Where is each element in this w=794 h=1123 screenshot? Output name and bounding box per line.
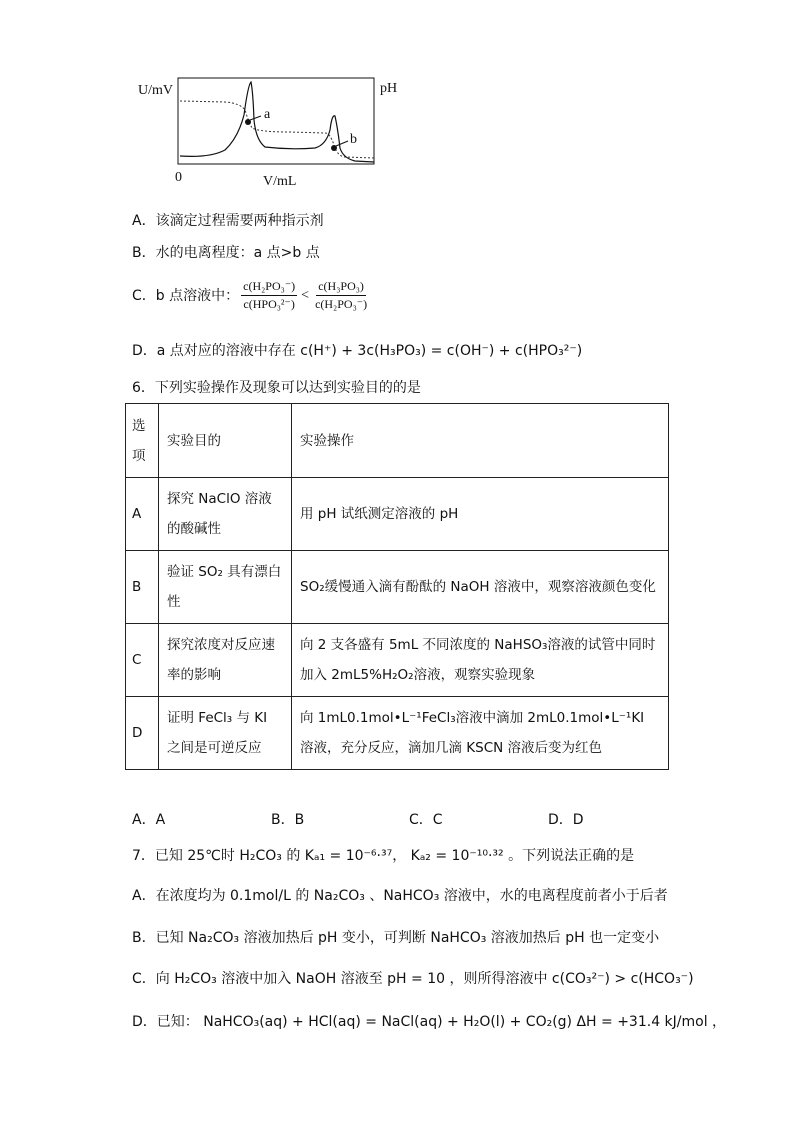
comparison-operator: <	[301, 287, 310, 303]
header-operation: 实验操作	[292, 404, 669, 478]
fraction-1	[241, 279, 297, 312]
point-a-leader	[250, 116, 261, 120]
q7-option-d: D．已知： NaHCO₃(aq) + HCl(aq) = NaCl(aq) + H₂O(l) + CO₂(g) ΔH = +31.4 kJ/mol ，	[132, 1014, 727, 1030]
q5-option-b: B．水的电离程度：a 点>b 点	[132, 245, 320, 261]
row-operation: 用 pH 试纸测定溶液的 pH	[292, 478, 669, 551]
q7-stem: 7．已知 25℃时 H₂CO₃ 的 Kₐ₁ = 10⁻⁶·³⁷， Kₐ₂ = 10⁻¹⁰·³² 。下列说法正确的是	[132, 848, 635, 864]
q6-stem: 6．下列实验操作及现象可以达到实验目的的是	[132, 380, 421, 396]
table-header-row	[126, 404, 669, 478]
titration-chart	[130, 70, 420, 204]
chart-frame	[178, 78, 374, 164]
row-option: B	[126, 551, 159, 624]
q6-choice-c: C．C	[409, 812, 443, 828]
experiment-table	[125, 403, 669, 770]
table-row	[126, 478, 669, 551]
q6-choice-d: D．D	[548, 812, 584, 828]
q5-option-d: D．a 点对应的溶液中存在 c(H⁺) + 3c(H₃PO₃) = c(OH⁻) + c(HPO₃²⁻)	[132, 343, 583, 359]
y-left-label: U/mV	[138, 83, 173, 98]
header-purpose: 实验目的	[159, 404, 292, 478]
point-b-label: b	[350, 132, 357, 147]
row-purpose: 证明 FeCl₃ 与 KI 之间是可逆反应	[159, 697, 292, 770]
y-right-label: pH	[380, 81, 398, 96]
row-option: D	[126, 697, 159, 770]
fraction-1-denominator: c(HPO₃²⁻)	[243, 297, 295, 311]
row-option: C	[126, 624, 159, 697]
fraction-2-denominator: c(H₂PO₃⁻)	[315, 297, 368, 311]
row-purpose: 验证 SO₂ 具有漂白性	[159, 551, 292, 624]
potential-curve	[180, 82, 374, 162]
q6-choice-a: A．A	[132, 812, 166, 828]
row-option: A	[126, 478, 159, 551]
point-a-label: a	[264, 107, 271, 122]
table-row	[126, 697, 669, 770]
row-purpose: 探究浓度对反应速率的影响	[159, 624, 292, 697]
row-purpose: 探究 NaClO 溶液的酸碱性	[159, 478, 292, 551]
fraction-2	[313, 279, 369, 312]
header-option: 选项	[126, 404, 159, 478]
point-b-leader	[336, 141, 348, 146]
table-row	[126, 624, 669, 697]
row-operation: 向 2 支各盛有 5mL 不同浓度的 NaHSO₃溶液的试管中同时加入 2mL5%H₂O₂溶液，观察实验现象	[292, 624, 669, 697]
row-operation: 向 1mL0.1mol•L⁻¹FeCl₃溶液中滴加 2mL0.1mol•L⁻¹KI 溶液，充分反应，滴加几滴 KSCN 溶液后变为红色	[292, 697, 669, 770]
q5-option-c-prefix: C．b 点溶液中：	[132, 287, 240, 304]
q5-option-a: A．该滴定过程需要两种指示剂	[132, 213, 324, 229]
q7-option-c: C．向 H₂CO₃ 溶液中加入 NaOH 溶液至 pH = 10 ，则所得溶液中 c(CO₃²⁻) > c(HCO₃⁻)	[132, 971, 694, 987]
x-axis-label: V/mL	[263, 174, 297, 189]
q6-choice-b: B．B	[271, 812, 305, 828]
q7-option-b: B．已知 Na₂CO₃ 溶液加热后 pH 变小，可判断 NaHCO₃ 溶液加热后 pH 也一定变小	[132, 930, 660, 946]
fraction-1-numerator: c(H₂PO₃⁻)	[241, 279, 297, 296]
q7-option-a: A．在浓度均为 0.1mol/L 的 Na₂CO₃ 、NaHCO₃ 溶液中，水的电离程度前者小于后者	[132, 888, 668, 904]
fraction-2-numerator: c(H₃PO₃)	[316, 279, 366, 296]
q5-option-c	[132, 279, 371, 312]
table-row	[126, 551, 669, 624]
origin-label: 0	[175, 170, 182, 185]
row-operation: SO₂缓慢通入滴有酚酞的 NaOH 溶液中，观察溶液颜色变化	[292, 551, 669, 624]
ph-curve	[180, 101, 374, 158]
